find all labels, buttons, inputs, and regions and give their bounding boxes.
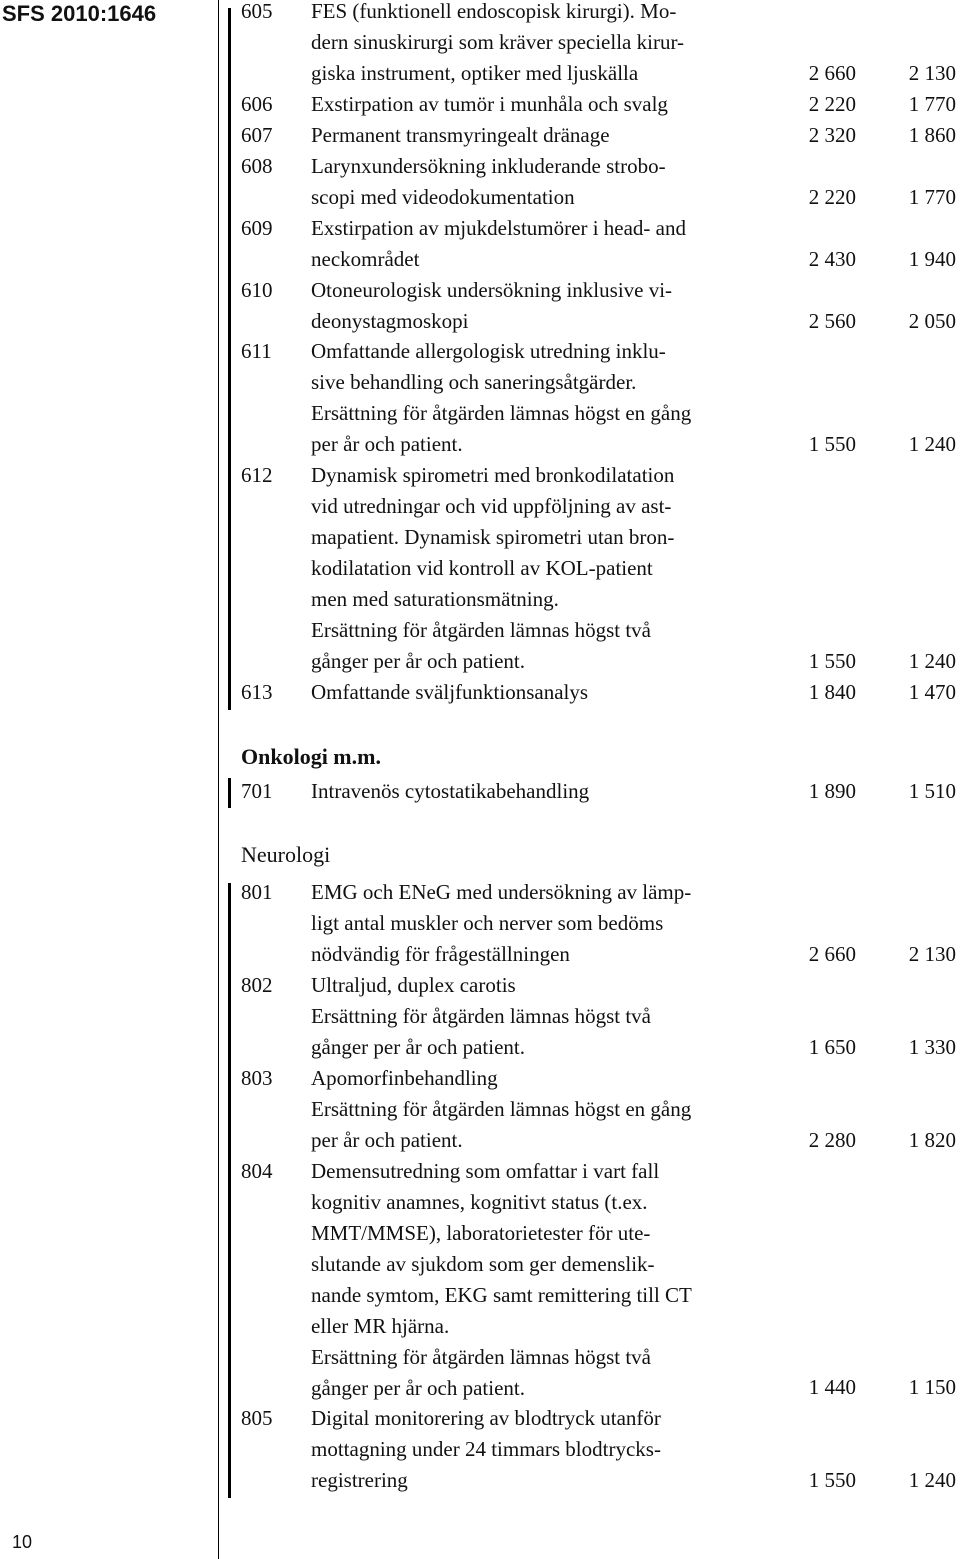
description-line: Omfattande sväljfunktionsanalys xyxy=(311,679,589,704)
description-line: nande symtom, EKG samt remittering till CT xyxy=(311,1282,692,1307)
section-title-neurologi: Neurologi xyxy=(241,842,331,867)
description-line: Ersättning för åtgärden lämnas högst två xyxy=(311,1003,651,1028)
description-line: eller MR hjärna. xyxy=(311,1313,450,1338)
amount-column-2: 1 770 xyxy=(908,184,956,209)
amount-column-2: 1 470 xyxy=(908,679,956,704)
margin-rule xyxy=(218,0,219,1559)
description-line: scopi med videodokumentation xyxy=(311,184,575,209)
item-code: 803 xyxy=(241,1065,273,1090)
description-line: Ultraljud, duplex carotis xyxy=(311,972,516,997)
item-description xyxy=(311,1063,781,1156)
amount-column-1: 2 280 xyxy=(808,1127,856,1152)
item-code: 804 xyxy=(241,1158,273,1183)
item-description xyxy=(311,89,781,120)
page-number: 10 xyxy=(12,1532,33,1552)
item-description xyxy=(311,275,781,337)
description-line: Omfattande allergologisk utredning inklu- xyxy=(311,339,666,364)
description-line: gånger per år och patient. xyxy=(311,1375,525,1400)
description-line: EMG och ENeG med undersökning av lämp- xyxy=(311,880,692,904)
amount-column-1: 1 840 xyxy=(808,679,856,704)
amount-column-2: 1 860 xyxy=(908,122,956,147)
item-code: 613 xyxy=(241,679,273,704)
item-description xyxy=(311,336,781,460)
item-code: 608 xyxy=(241,153,273,178)
amount-column-1: 2 220 xyxy=(808,184,856,209)
description-line: Otoneurologisk undersökning inklusive vi- xyxy=(311,277,673,302)
section-title-onkologi: Onkologi m.m. xyxy=(241,744,381,769)
description-line: Dynamisk spirometri med bronkodilatation xyxy=(311,463,675,488)
description-line: Digital monitorering av blodtryck utanför xyxy=(311,1406,661,1431)
description-line: kognitiv anamnes, kognitivt status (t.ex. xyxy=(311,1189,648,1214)
item-code: 801 xyxy=(241,880,273,904)
item-description xyxy=(311,0,781,89)
description-line: MMT/MMSE), laboratorietester för ute- xyxy=(311,1220,651,1245)
description-line: gånger per år och patient. xyxy=(311,1034,525,1059)
description-line: men med saturationsmätning. xyxy=(311,587,559,612)
description-line: per år och patient. xyxy=(311,1127,463,1152)
description-line: kodilatation vid kontroll av KOL-patient xyxy=(311,556,653,581)
item-description xyxy=(311,877,781,970)
amount-column-1: 1 650 xyxy=(808,1034,856,1059)
description-line: FES (funktionell endoscopisk kirurgi). Mo- xyxy=(311,0,677,23)
item-description xyxy=(311,120,781,151)
item-code: 607 xyxy=(241,122,273,147)
item-code: 701 xyxy=(241,779,273,803)
description-line: nödvändig för frågeställningen xyxy=(311,942,570,966)
description-line: Intravenös cytostatikabehandling xyxy=(311,779,590,803)
description-line: per år och patient. xyxy=(311,432,463,457)
description-line: Apomorfinbehandling xyxy=(311,1065,498,1090)
description-line: Demensutredning som omfattar i vart fall xyxy=(311,1158,660,1183)
description-line: Ersättning för åtgärden lämnas högst två xyxy=(311,618,651,643)
description-line: Ersättning för åtgärden lämnas högst en gång xyxy=(311,1096,692,1121)
amount-column-2: 1 240 xyxy=(908,648,956,673)
description-line: giska instrument, optiker med ljuskälla xyxy=(311,61,639,85)
amount-column-1: 1 550 xyxy=(808,1468,856,1493)
amount-column-2: 1 820 xyxy=(908,1127,956,1152)
description-line: registrering xyxy=(311,1468,408,1493)
amount-column-1: 1 890 xyxy=(808,779,856,803)
amount-column-1: 2 560 xyxy=(808,308,856,333)
item-description xyxy=(311,776,781,807)
description-line: vid utredningar och vid uppföljning av ast- xyxy=(311,494,672,519)
item-description xyxy=(311,1156,781,1404)
description-line: Exstirpation av tumör i munhåla och svalg xyxy=(311,91,668,116)
item-description xyxy=(311,151,781,213)
item-code: 610 xyxy=(241,277,273,302)
description-line: Ersättning för åtgärden lämnas högst två xyxy=(311,1344,651,1369)
item-description xyxy=(311,970,781,1063)
item-code: 612 xyxy=(241,463,273,488)
document-id: SFS 2010:1646 xyxy=(2,1,157,26)
description-line: mottagning under 24 timmars blodtrycks- xyxy=(311,1437,661,1462)
item-description xyxy=(311,1403,781,1496)
amount-column-2: 1 240 xyxy=(908,1468,956,1493)
amount-column-2: 1 940 xyxy=(908,246,956,271)
item-code: 606 xyxy=(241,91,273,116)
description-line: dern sinuskirurgi som kräver speciella kirur- xyxy=(311,30,685,54)
item-description xyxy=(311,460,781,677)
amount-column-1: 1 550 xyxy=(808,648,856,673)
description-line: neckområdet xyxy=(311,246,420,271)
amount-column-1: 2 220 xyxy=(808,91,856,116)
change-bar xyxy=(228,883,231,1498)
amount-column-2: 1 330 xyxy=(908,1034,956,1059)
item-code: 805 xyxy=(241,1406,273,1431)
description-line: mapatient. Dynamisk spirometri utan bron- xyxy=(311,525,675,550)
change-bar xyxy=(228,8,231,710)
amount-column-1: 2 320 xyxy=(808,122,856,147)
amount-column-2: 1 770 xyxy=(908,91,956,116)
amount-column-2: 2 130 xyxy=(908,60,956,85)
description-line: ligt antal muskler och nerver som bedöms xyxy=(311,911,664,935)
description-line: Larynxundersökning inkluderande strobo- xyxy=(311,153,666,178)
description-line: sive behandling och saneringsåtgärder. xyxy=(311,370,637,395)
amount-column-2: 1 240 xyxy=(908,432,956,457)
description-line: Ersättning för åtgärden lämnas högst en gång xyxy=(311,401,692,426)
description-line: deonystagmoskopi xyxy=(311,308,469,333)
amount-column-1: 2 430 xyxy=(808,246,856,271)
amount-column-2: 2 050 xyxy=(908,308,956,333)
item-code: 605 xyxy=(241,0,273,23)
amount-column-1: 2 660 xyxy=(808,941,856,966)
amount-column-2: 1 510 xyxy=(908,779,956,803)
item-code: 609 xyxy=(241,215,273,240)
description-line: Exstirpation av mjukdelstumörer i head- and xyxy=(311,215,686,240)
change-bar xyxy=(228,778,231,808)
amount-column-1: 1 550 xyxy=(808,432,856,457)
amount-column-2: 2 130 xyxy=(908,941,956,966)
description-line: Permanent transmyringealt dränage xyxy=(311,122,610,147)
item-description xyxy=(311,677,781,708)
description-line: gånger per år och patient. xyxy=(311,649,525,674)
item-code: 611 xyxy=(241,339,272,364)
description-line: slutande av sjukdom som ger demenslik- xyxy=(311,1251,655,1276)
item-code: 802 xyxy=(241,972,273,997)
amount-column-1: 2 660 xyxy=(808,60,856,85)
item-description xyxy=(311,213,781,275)
amount-column-1: 1 440 xyxy=(808,1375,856,1400)
amount-column-2: 1 150 xyxy=(908,1375,956,1400)
